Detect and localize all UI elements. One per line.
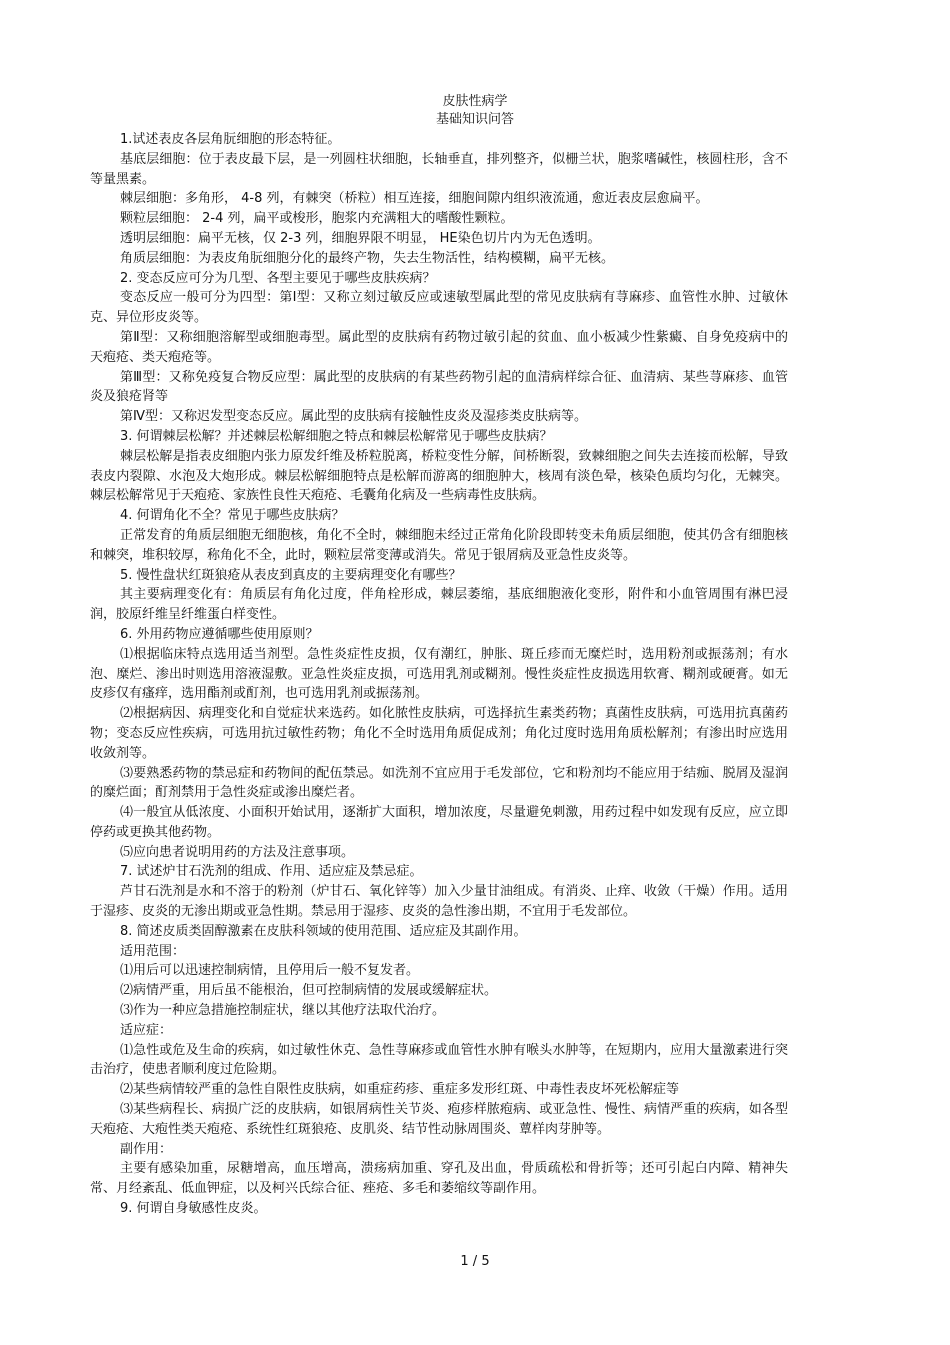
paragraph: 2. 变态反应可分为几型、各型主要见于哪些皮肤疾病？ (120, 270, 436, 286)
paragraph: 适用范围： (120, 943, 186, 959)
paragraph: 4. 何谓角化不全？常见于哪些皮肤病？ (120, 508, 345, 524)
paragraph: 5. 慢性盘状红斑狼疮从表皮到真皮的主要病理变化有哪些？ (120, 567, 462, 583)
paragraph: ⑴根据临床特点选用适当剂型。急性炎症性皮损，仅有潮红，肿胀、斑丘疹而无糜烂时，选用粉剂或振荡剂；有水泡、糜烂、渗出时则选用溶液湿敷。亚急性炎症皮损，可选用乳剂或糊剂。慢性炎症性皮损选用软膏、糊剂或硬膏。如无皮疹仅有瘙痒，选用酯剂或酊剂，也可选用乳剂或振荡剂。 (90, 646, 788, 702)
document-title: 皮肤性病学 (442, 94, 508, 109)
paragraph: ⑴用后可以迅速控制病情，且停用后一般不复发者。 (120, 963, 420, 979)
paragraph: 9. 何谓自身敏感性皮炎。 (120, 1201, 267, 1217)
paragraph: 正常发育的角质层细胞无细胞核，角化不全时，棘细胞未经过正常角化阶段即转变未角质层细胞，使其仍含有细胞核和棘突，堆积较厚，称角化不全，此时，颗粒层常变薄或消失。常见于银屑病及亚急性皮炎等。 (90, 527, 788, 563)
paragraph: 颗粒层细胞： 2-4 列，扁平或梭形，胞浆内充满粗大的嗜酸性颗粒。 (120, 211, 514, 227)
paragraph: 3. 何谓棘层松解？并述棘层松解细胞之特点和棘层松解常见于哪些皮肤病？ (120, 428, 553, 444)
paragraph: ⑶某些病程长、病损广泛的皮肤病，如银屑病性关节炎、疱疹样脓疱病、或亚急性、慢性、病情严重的疾病，如各型天疱疮、大疱性类天疱疮、系统性红斑狼疮、皮肌炎、结节性动脉周围炎、蕈样肉芽肿等。 (90, 1102, 788, 1137)
paragraph: ⑵某些病情较严重的急性自限性皮肤病，如重症药疹、重症多发形红斑、中毒性表皮坏死松解症等 (120, 1082, 680, 1098)
paragraph: ⑸应向患者说明用药的方法及注意事项。 (120, 844, 355, 860)
paragraph: ⑵病情严重，用后虽不能根治，但可控制病情的发展或缓解症状。 (120, 983, 498, 999)
paragraph: 其主要病理变化有：角质层有角化过度，伴角栓形成，棘层萎缩，基底细胞液化变形，附件和小血管周围有淋巴浸润，胶原纤维呈纤维蛋白样变性。 (90, 587, 788, 623)
paragraph: 1.试述表皮各层角朊细胞的形态特征。 (120, 132, 341, 147)
paragraph: ⑶作为一种应急措施控制症状，继以其他疗法取代治疗。 (120, 1003, 446, 1019)
paragraph: 适应症： (120, 1022, 173, 1038)
paragraph: 变态反应一般可分为四型：第Ⅰ型：又称立刻过敏反应或速敏型属此型的常见皮肤病有荨麻疹、血管性水肿、过敏休克、异位形皮炎等。 (90, 290, 788, 326)
paragraph: 第Ⅱ型：又称细胞溶解型或细胞毒型。属此型的皮肤病有药物过敏引起的贫血、血小板减少性紫癜、自身免疫病中的天疱疮、类天疱疮等。 (90, 329, 788, 365)
paragraph: ⑴急性或危及生命的疾病，如过敏性休克、急性荨麻疹或血管性水肿有喉头水肿等，在短期内，应用大量激素进行突击治疗，使患者顺利度过危险期。 (90, 1042, 788, 1078)
paragraph: 棘层松解是指表皮细胞内张力原发纤维及桥粒脱离，桥粒变性分解，间桥断裂，致棘细胞之间失去连接而松解，导致表皮内裂隙、水泡及大炮形成。棘层松解细胞特点是松解而游离的细胞肿大，核周有淡色晕，核染色质均匀化，无棘突。棘层松解常见于天疱疮、家族性良性天疱疮、毛囊角化病及一些病毒性皮肤病。 (90, 448, 788, 504)
paragraph: 7. 试述炉甘石洗剂的组成、作用、适应症及禁忌症。 (120, 864, 423, 880)
paragraph: 第Ⅲ型：又称免疫复合物反应型：属此型的皮肤病的有某些药物引起的血清病样综合征、血清病、某些荨麻疹、血管炎及狼疮肾等 (90, 369, 788, 405)
paragraph: 8. 简述皮质类固醇激素在皮肤科领域的使用范围、适应症及其副作用。 (120, 923, 527, 939)
document-subtitle: 基础知识问答 (435, 112, 514, 127)
paragraph: 角质层细胞：为表皮角朊细胞分化的最终产物，失去生物活性，结构模糊，扁平无核。 (120, 250, 615, 266)
paragraph: 第Ⅳ型：又称迟发型变态反应。属此型的皮肤病有接触性皮炎及湿疹类皮肤病等。 (120, 409, 587, 425)
paragraph: ⑷一般宜从低浓度、小面积开始试用，逐渐扩大面积，增加浓度，尽量避免刺激，用药过程中如发现有反应，应立即停药或更换其他药物。 (90, 805, 788, 840)
paragraph: 基底层细胞：位于表皮最下层，是一列圆柱状细胞，长轴垂直，排列整齐，似栅兰状，胞浆嗜碱性，核圆柱形，含不等量黑素。 (90, 151, 788, 187)
paragraph: ⑵根据病因、病理变化和自觉症状来选药。如化脓性皮肤病，可选择抗生素类药物；真菌性皮肤病，可选用抗真菌药物；变态反应性疾病，可选用抗过敏性药物；角化不全时选用角质促成剂；角化过度时选用角质松解剂；有渗出时应选用收敛剂等。 (90, 706, 788, 761)
paragraph: 棘层细胞：多角形， 4-8 列，有棘突（桥粒）相互连接，细胞间隙内组织液流通，愈近表皮层愈扁平。 (120, 191, 709, 207)
paragraph: ⑶要熟悉药物的禁忌症和药物间的配伍禁忌。如洗剂不宜应用于毛发部位，它和粉剂均不能应用于结痂、脱屑及湿润的糜烂面；酊剂禁用于急性炎症或渗出糜烂者。 (90, 765, 788, 801)
paragraph: 6. 外用药物应遵循哪些使用原则？ (120, 626, 319, 642)
title-block (0, 93, 950, 129)
paragraph: 副作用： (120, 1141, 173, 1157)
paragraph: 透明层细胞：扁平无核，仅 2-3 列，细胞界限不明显， HE染色切片内为无色透明。 (120, 230, 601, 246)
paragraph: 主要有感染加重，尿糖增高，血压增高，溃疡病加重、穿孔及出血，骨质疏松和骨折等；还可引起白内障、精神失常、月经紊乱、低血钾症，以及柯兴氏综合征、痤疮、多毛和萎缩纹等副作用。 (90, 1161, 788, 1197)
page-number: 1 / 5 (460, 1254, 490, 1269)
paragraph: 芦甘石洗剂是水和不溶于的粉剂（炉甘石、氧化锌等）加入少量甘油组成。有消炎、止痒、收敛（干燥）作用。适用于湿疹、皮炎的无渗出期或亚急性期。禁忌用于湿疹、皮炎的急性渗出期，不宜用于毛发部位。 (90, 884, 788, 920)
document-body (90, 130, 788, 1219)
